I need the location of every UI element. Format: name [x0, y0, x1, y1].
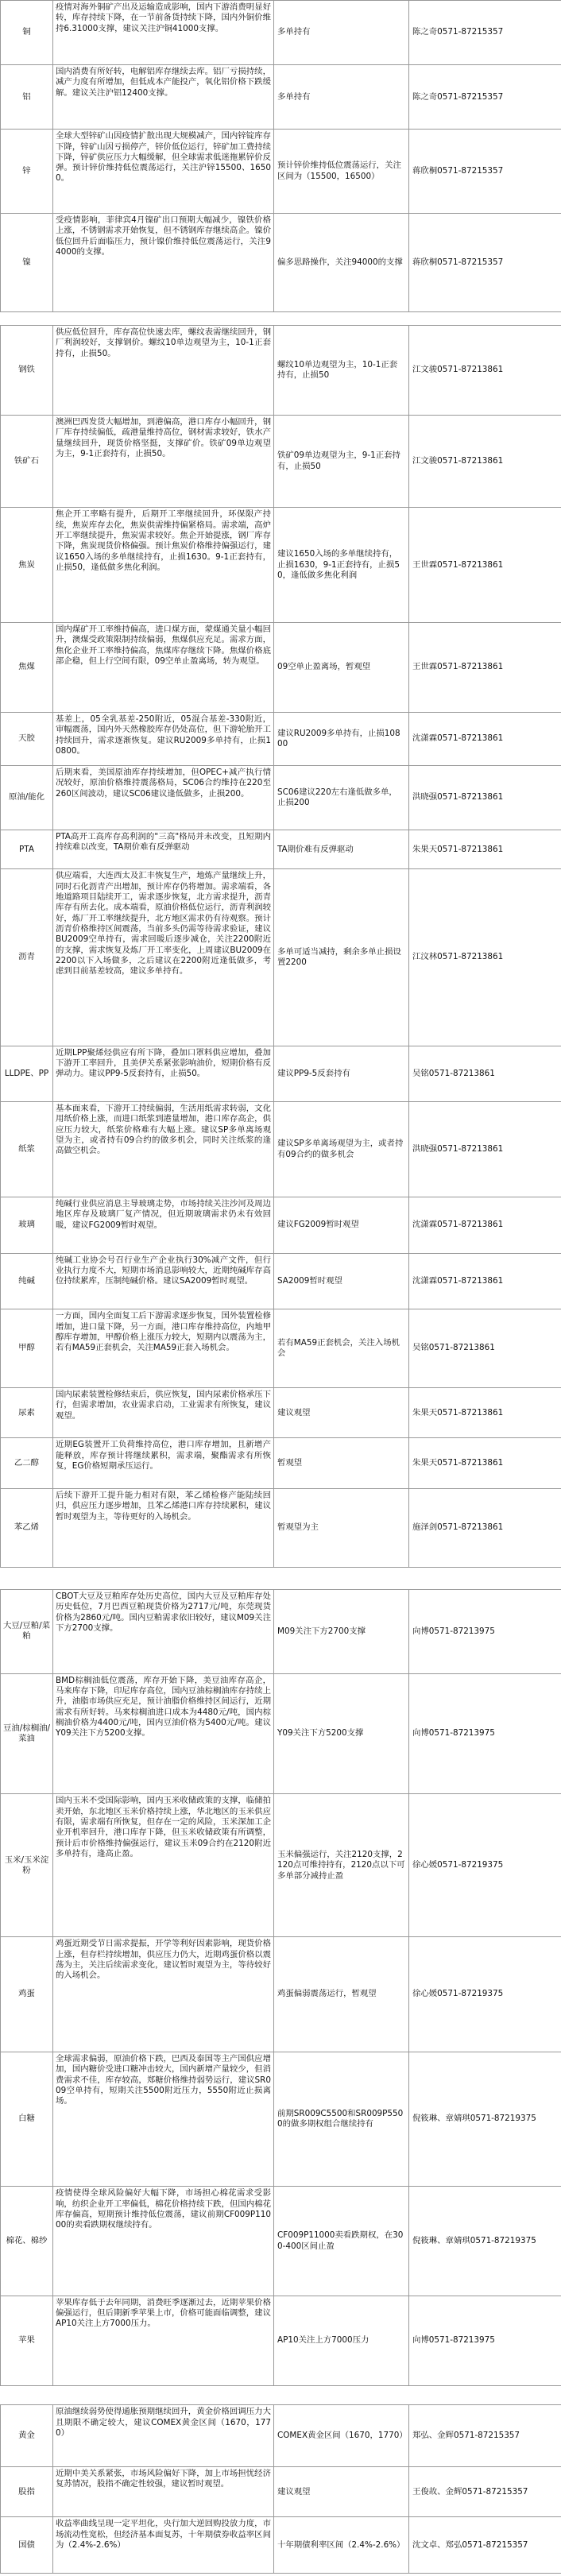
table-row — [0, 622, 561, 712]
analyst-cell: 徐心媛0571-87219375 — [408, 1793, 561, 1937]
commodity-cell: 焦煤 — [0, 622, 53, 713]
analyst-cell: 吴铭0571-87213861 — [408, 1046, 561, 1103]
analyst-cell: 朱果天0571-87213861 — [408, 830, 561, 869]
table-row — [0, 1437, 561, 1487]
analysis-cell: 纯碱行业供应消息主导玻璃走势，市场持续关注沙河及周边地区库存及玻璃厂复产情况，但近期玻璃需求仍未有效回暖，建议FG2009暂时观望。 — [52, 1197, 274, 1254]
commodity-cell: 甲醇 — [0, 1309, 53, 1388]
strategy-cell: 建议PP9-5反套持有 — [273, 1046, 409, 1103]
strategy-cell: 鸡蛋偏弱震荡运行，暂观望 — [273, 1936, 409, 2052]
analyst-cell: 沈潇霖0571-87213861 — [408, 1253, 561, 1310]
strategy-cell: 预计锌价维持低位震荡运行，关注区间为（15500，16500） — [273, 129, 409, 214]
table-row — [0, 765, 561, 830]
analyst-cell: 朱果天0571-87213861 — [408, 1437, 561, 1488]
analysis-cell: CBOT大豆及豆粕库存处历史高位，国内大豆及豆粕库存处历史低位，7月巴西豆粕现货价格为2717元/吨，东莞现货价格为2860元/吨。国内豆粕需求依旧较好，建议M09关注下方2700支撑。 — [52, 1589, 274, 1674]
analysis-cell: PTA高开工高库存高利润的"三高"格局并未改变，且短期内持续难以改变，TA期价难有反弹驱动 — [52, 830, 274, 869]
strategy-cell: SA2009暂时观望 — [273, 1253, 409, 1310]
analysis-cell: 近期LPP聚烯烃供应有所下降，叠加口罩料供应增加，叠加下游开工率回升，且美伊关系紧张影响油价，短期价格有反弹动力。建议PP9-5反套持有，止损50。 — [52, 1046, 274, 1103]
commodity-cell: 股指 — [0, 2466, 53, 2517]
strategy-cell: M09关注下方2700支撑 — [273, 1589, 409, 1674]
table-row — [0, 1673, 561, 1794]
analysis-cell: 全球大型锌矿山因疫情扩散出现大规模减产，国内锌锭库存下降，锌矿山因亏损停产，锌价低位运行，锌矿加工费持续下降，锌矿供应压力大幅缓解，但全球需求低迷拖累锌价反弹。预计锌价维持低位震荡运行，关注沪锌15500、16500。 — [52, 129, 274, 214]
analyst-cell: 向博0571-87213975 — [408, 2296, 561, 2386]
table-row — [0, 1589, 561, 1673]
strategy-cell: AP10关注上方7000压力 — [273, 2296, 409, 2386]
commodity-cell: 玉米/玉米淀粉 — [0, 1793, 53, 1937]
table-row — [0, 325, 561, 415]
table-row — [0, 507, 561, 622]
analysis-cell: 一方面，国内全面复工后下游需求逐步恢复，国外装置检修增加，进口量下降，另一方面，港口库存维持高位，内地甲醇库存增加，甲醇价格上涨压力较大，短期内以震荡为主，若有MA59正套机会，关注MA59正套入场机会。 — [52, 1309, 274, 1388]
commodity-cell: LLDPE、PP — [0, 1046, 53, 1103]
strategy-cell: 玉米偏强运行，关注2120支撑，2120点可维持持有，2120点以下可多单部分减持止盈 — [273, 1793, 409, 1937]
commodity-cell: 铁矿石 — [0, 415, 53, 508]
commodity-cell: 纸浆 — [0, 1101, 53, 1197]
strategy-cell: 十年期债利率区间（2.4%-2.6%） — [273, 2516, 409, 2574]
analysis-cell: 疫情使得全球风险偏好大幅下降，市场担心棉花需求受影响，纺织企业开工率偏低，棉花价格持续下跌，但国内棉花库存偏高，短期预计维持低位震荡，建议前期CF009P11000的卖看跌期权继续持有。 — [52, 2186, 274, 2296]
commodity-cell: 天胶 — [0, 712, 53, 766]
strategy-cell: 多单持有 — [273, 64, 409, 130]
table-row — [0, 2186, 561, 2296]
table-row — [0, 1253, 561, 1309]
analyst-cell: 沈潇霖0571-87213861 — [408, 712, 561, 766]
commodity-cell: 黄金 — [0, 2404, 53, 2467]
strategy-cell: 螺纹10单边观望为主，10-1正套持有，止损50 — [273, 325, 409, 416]
analysis-cell: 受疫情影响，菲律宾4月镍矿出口预期大幅减少，镍铁价格上涨，不锈钢需求开始恢复，但不锈钢库存继续高企。镍价低位回升后面临压力，预计镍价维持低位震荡运行，关注94000的支撑。 — [52, 213, 274, 311]
analyst-cell: 郑弘、金辉0571-87215357 — [408, 2404, 561, 2467]
strategy-cell: 建议SP多单离场观望为主，或者持有09合约的做多机会 — [273, 1101, 409, 1197]
analysis-cell: 国内消费有所好转，电解铝库存继续去库。铝厂亏损持续，减产力度有所增加，但低成本产能投产，氧化铝价格下跌缓解。建议关注沪铝12400支撑。 — [52, 64, 274, 130]
strategy-cell: 暂观望为主 — [273, 1488, 409, 1568]
analyst-cell: 陈之奇0571-87215357 — [408, 64, 561, 130]
commodity-cell: 国债 — [0, 2516, 53, 2574]
analyst-cell: 沈潇霖0571-87213861 — [408, 1197, 561, 1254]
commodity-cell: 钢铁 — [0, 325, 53, 416]
strategy-cell: 09空单止盈离场，暂观望 — [273, 622, 409, 713]
analysis-cell: 后续下游开工提升能力相对有限，苯乙烯检修产能陆续回归，供应压力逐步增加，且苯乙烯港口库存持续累积，建议暂时观望为主，等待更好的入场机会。 — [52, 1488, 274, 1568]
commodity-cell: PTA — [0, 830, 53, 869]
strategy-cell: COMEX黄金区间（1670，1770） — [273, 2404, 409, 2467]
analyst-cell: 洪晓强0571-87213861 — [408, 765, 561, 830]
table-row — [0, 1488, 561, 1567]
table-row — [0, 1936, 561, 2052]
strategy-cell: 建议RU2009多单持有，止损10800 — [273, 712, 409, 766]
commodity-cell: 原油/能化 — [0, 765, 53, 830]
strategy-cell: 建议观望 — [273, 1387, 409, 1438]
strategy-cell: 建议FG2009暂时观望 — [273, 1197, 409, 1254]
commodity-cell: 铝 — [0, 64, 53, 130]
analyst-cell: 王世霖0571-87213861 — [408, 622, 561, 713]
strategy-cell: 建议观望 — [273, 2466, 409, 2517]
strategy-cell: 前期SR009C5500和SR009P5500的做多期权组合继续持有 — [273, 2052, 409, 2187]
analysis-cell: 基差上，05全乳基差-250附近，05混合基差-330附近，审幅震荡，国内外天然橡胶库存仍处高位，但下游轮胎开工持续回升，需求逐渐恢复。建议RU2009多单持有，止损10800。 — [52, 712, 274, 766]
analysis-cell: 供应低位回升，库存高位快速去库，螺纹表需继续回升，钢厂利润较好，支撑钢价。螺纹10单边观望为主，10-1正套持有，止损50。 — [52, 325, 274, 416]
commodity-cell: 豆油/棕榈油/菜油 — [0, 1673, 53, 1795]
commodity-cell: 棉花、棉纱 — [0, 2186, 53, 2296]
strategy-cell: 建议1650入场的多单继续持有，止损1630，9-1正套持有，止损50，逢低做多焦化利润 — [273, 507, 409, 623]
analyst-cell: 向博0571-87213975 — [408, 1673, 561, 1795]
analysis-cell: 收益率曲线呈现一定平坦化，央行加大逆回购投放力度，市场流动性宽松，但经济基本面复苏，十年期债券收益率区间为（2.4%-2.6%） — [52, 2516, 274, 2574]
commodity-cell: 苯乙烯 — [0, 1488, 53, 1568]
strategy-cell: TA期价难有反弹驱动 — [273, 830, 409, 869]
analyst-cell: 江汶林0571-87213861 — [408, 868, 561, 1046]
analysis-cell: 国内煤矿开工率维持偏高，进口煤方面，蒙煤通关量小幅回升，澳煤受政策限制持续偏弱，焦煤供应充足。需求方面，焦化企业开工率维持偏高，焦煤库存继续下降。焦煤价格底部企稳，但上行空间有限，09空单止盈离场，转为观望。 — [52, 622, 274, 713]
strategy-cell: 若有MA59正套机会，关注入场机会 — [273, 1309, 409, 1388]
table-row — [0, 64, 561, 129]
analyst-cell: 倪筱琳、章婧琪0571-87219375 — [408, 2052, 561, 2187]
commodity-cell: 玻璃 — [0, 1197, 53, 1254]
analysis-cell: 纯碱工业协会号召行业生产企业执行30%减产文件，但行业执行力度不大，短期市场消息影响较大，近期纯碱库存高位持续累库，压制纯碱价格。建议SA2009暂时观望。 — [52, 1253, 274, 1310]
analysis-cell: 鸡蛋近期受节日需求提振，开学等利好因素影响，现货价格上涨，但存栏持续增加，供应压力仍大，近期鸡蛋价格以震荡为主，关注后续需求变化，建议暂时观望为主，等待较好的入场机会。 — [52, 1936, 274, 2052]
analyst-cell: 徐心媛0571-87219375 — [408, 1936, 561, 2052]
analysis-cell: 近期中美关系紧张，市场风险偏好下降，加上市场担忧经济复苏情况，股指不确定性较强，建议暂时观望。 — [52, 2466, 274, 2517]
table-row — [0, 129, 561, 213]
table-row — [0, 2466, 561, 2516]
strategy-cell: SC06建议220左右逢低做多单，止损200 — [273, 765, 409, 830]
table-row — [0, 0, 561, 64]
strategy-cell: 铁矿09单边观望为主，9-1正套持有，止损50 — [273, 415, 409, 508]
analyst-cell: 向博0571-87213975 — [408, 1589, 561, 1674]
table-row — [0, 213, 561, 311]
strategy-cell: 多单可适当减持，剩余多单止损设置2200 — [273, 868, 409, 1046]
table-row — [0, 1793, 561, 1936]
analysis-cell: 近期EG装置开工负荷维持高位，港口库存增加，且新增产能释放，库存预计将继续累积，需求端，聚酯需求有所恢复，EG价格短期承压运行。 — [52, 1437, 274, 1488]
commodity-cell: 焦炭 — [0, 507, 53, 623]
analyst-cell: 江文骏0571-87213861 — [408, 325, 561, 416]
analysis-cell: 供应端看，大连西太及汇丰恢复生产，地炼产量继续上升，同时石化沥青产出增加，预计库存仍将增加。需求端看，各地道路项目陆续开工，需求逐步恢复，北方需求提升，沥青库存有所去化。成本端看，原油价格低位运行，沥青利润较好，炼厂开工率继续提升，北方地区需求仍有待观察。预计沥青价格维持区间震荡，当前多头仍需等待需求验证，建议BU2009空单持有，需求回暖后逐步减仓，关注2200附近的支撑，需求恢复及炼厂开工率变化，上周建议BU2009在2200以下入场做多，之后建议在2200附近逢低做多，考虑到目前基差较高，建议多单持有。 — [52, 868, 274, 1046]
strategy-cell: 偏多思路操作，关注94000的支撑 — [273, 213, 409, 311]
strategy-cell: 多单持有 — [273, 0, 409, 65]
table-row — [0, 712, 561, 765]
analysis-cell: 后期来看，美国原油库存持续增加，但OPEC+减产执行情况较好，原油价格维持震荡格局，SC06合约维持在220至260区间波动，建议SC06建议逢低做多，止损200。 — [52, 765, 274, 830]
analyst-cell: 施泽剑0571-87213861 — [408, 1488, 561, 1568]
table-row — [0, 415, 561, 507]
analysis-cell: 国内尿素装置检修结束后，供应恢复，国内尿素价格承压下行，但需求增加，农业需求启动，工业需求有所恢复，建议观望。 — [52, 1387, 274, 1438]
analysis-cell: 国内玉米不受国际影响，国内玉米收储政策的支撑，临储拍卖开始，东北地区玉米价格持续上涨，华北地区的玉米供应有限，需求端有所恢复，但存在一定的风险，玉米深加工企业开机率回升，港口库存下降，但玉米收储政策有所调整，预计后市价格维持偏强运行，建议玉米09合约在2120附近多单持有，逢高止盈。 — [52, 1793, 274, 1937]
table-row — [0, 1197, 561, 1253]
table-row — [0, 1309, 561, 1387]
analyst-cell: 江文骏0571-87213861 — [408, 415, 561, 508]
table-row — [0, 1387, 561, 1437]
analysis-cell: BMD棕榈油低位震荡，库存开始下降，美豆油库存高企，马来库存下降，印尼库存高位，国内豆油棕榈油库存持续上升，油脂市场供应充足，预计油脂价格维持区间运行，近期需求有所好转。马来棕榈油进口成本为4480元/吨，国内棕榈油价格为4400元/吨，国内豆油价格为5400元/吨。建议Y09关注下方5200支撑。 — [52, 1673, 274, 1795]
commodity-cell: 纯碱 — [0, 1253, 53, 1310]
analyst-cell: 沈文卓、郑弘0571-87215357 — [408, 2516, 561, 2574]
commodity-cell: 大豆/豆粕/菜粕 — [0, 1589, 53, 1674]
table-row — [0, 2404, 561, 2466]
analysis-cell: 焦企开工率略有提升，后期开工率继续回升，环保限产持续，焦炭库存去化，焦炭供需维持偏紧格局。需求端，高炉开工率继续提升，焦炭需求较好。焦企开始提涨，钢厂库存下降，焦炭现货价格偏强。预计焦炭价格维持偏强运行，建议1650入场的多单继续持有，止损1630。9-1正套持有，止损50，逢低做多焦化利润。 — [52, 507, 274, 623]
analyst-cell: 倪筱琳、章婧琪0571-87219375 — [408, 2186, 561, 2296]
table-row — [0, 868, 561, 1045]
analyst-cell: 蒋欣桐0571-87215357 — [408, 213, 561, 311]
analysis-cell: 苹果库存低于去年同期，消费旺季逐渐过去，近期苹果价格偏强运行，但后期新季苹果上市，价格可能面临调整，建议AP10关注上方7000压力。 — [52, 2296, 274, 2386]
analyst-cell: 洪晓强0571-87213861 — [408, 1101, 561, 1197]
table-row — [0, 1101, 561, 1197]
strategy-cell: CF009P11000卖看跌期权，在300-400区间止盈 — [273, 2186, 409, 2296]
analyst-cell: 吴铭0571-87213861 — [408, 1309, 561, 1388]
table-row — [0, 1046, 561, 1102]
analyst-cell: 陈之奇0571-87215357 — [408, 0, 561, 65]
commodity-cell: 沥青 — [0, 868, 53, 1046]
commodity-cell: 镍 — [0, 213, 53, 311]
commodity-cell: 锌 — [0, 129, 53, 214]
analysis-cell: 全球需求偏弱，原油价格下跌，巴西及泰国等主产国供应增加，国内糖价受进口糖冲击较大，国内新增产量较少，但消费需求不佳，库存较高，郑糖价格维持弱势运行，建议SR009空单持有，短期关注5500附近压力，5550附近止损离场。 — [52, 2052, 274, 2187]
analysis-cell: 疫情对海外铜矿产出及运输造成影响，国内下游消费明显好转，库存持续下降，在一节前备货持续下降，国内外铜价维持6.31000支撑，建议关注沪铜41000支撑。 — [52, 0, 274, 65]
analysis-cell: 基本面来看，下游开工持续偏弱，生活用纸需求转弱，文化用纸价格上涨，而进口纸浆到港量增加，港口库存高企，供应压力较大，纸浆价格难有大幅上涨。建议SP多单离场观望为主，或者持有09合约的做多机会，同时关注纸浆的逢高做空机会。 — [52, 1101, 274, 1197]
strategy-cell: Y09关注下方5200支撑 — [273, 1673, 409, 1795]
commodity-cell: 尿素 — [0, 1387, 53, 1438]
strategy-cell: 暂观望 — [273, 1437, 409, 1488]
analysis-cell: 原油继续弱势使得通胀预期继续回升，黄金价格回调压力大且期限不确定较大，建议COMEX黄金区间（1670，1770） — [52, 2404, 274, 2467]
analyst-cell: 王俊故、金辉0571-87215357 — [408, 2466, 561, 2517]
table-row — [0, 2296, 561, 2385]
analyst-cell: 蒋欣桐0571-87215357 — [408, 129, 561, 214]
commodity-cell: 苹果 — [0, 2296, 53, 2386]
table-row — [0, 2516, 561, 2573]
commodity-cell: 鸡蛋 — [0, 1936, 53, 2052]
analyst-cell: 王世霖0571-87213861 — [408, 507, 561, 623]
table-row — [0, 830, 561, 868]
analyst-cell: 朱果天0571-87213861 — [408, 1387, 561, 1438]
commodity-cell: 白糖 — [0, 2052, 53, 2187]
table-row — [0, 2052, 561, 2186]
commodity-cell: 铜 — [0, 0, 53, 65]
analysis-cell: 澳洲巴西发货大幅增加，到港偏高，港口库存小幅回升，钢厂库存持续偏低，疏港量维持高位，钢材需求较好，铁水产量继续回升，现货价格坚挺，支撑矿价。铁矿09单边观望为主，9-1正套持有，止损50。 — [52, 415, 274, 508]
commodity-cell: 乙二醇 — [0, 1437, 53, 1488]
